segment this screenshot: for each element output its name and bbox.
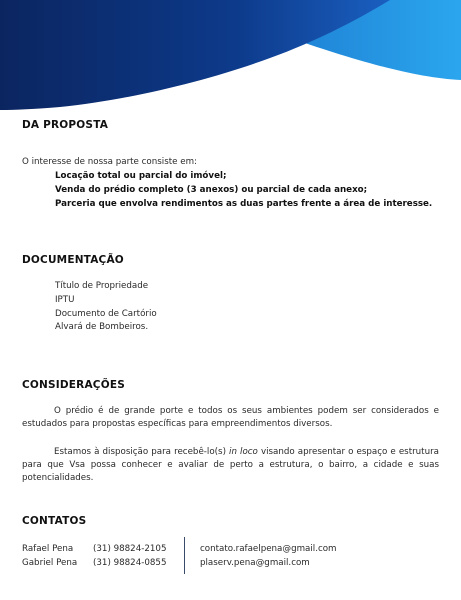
- header-wave-graphic: [0, 0, 461, 115]
- section-title-consideracoes: CONSIDERAÇÕES: [22, 379, 125, 391]
- consideracoes-p1-text: O prédio é de grande porte e todos os seus ambientes podem ser considerados e estudados para propostas específicas para empreendimentos diversos.: [22, 406, 439, 429]
- documentacao-item: Documento de Cartório: [55, 309, 157, 319]
- proposta-intro: O interesse de nossa parte consiste em:: [22, 157, 197, 167]
- contact-email[interactable]: contato.rafaelpena@gmail.com: [200, 544, 337, 554]
- proposta-item: Parceria que envolva rendimentos as duas partes frente a área de interesse.: [55, 199, 433, 209]
- documentacao-item: Título de Propriedade: [55, 281, 149, 291]
- documentacao-item: Alvará de Bombeiros.: [55, 322, 149, 332]
- consideracoes-paragraph-2: [22, 446, 439, 485]
- proposta-item: Locação total ou parcial do imóvel;: [55, 171, 227, 181]
- contact-phone: (31) 98824-2105: [93, 544, 167, 554]
- section-title-contatos: CONTATOS: [22, 515, 87, 527]
- consideracoes-p2-after: visando apresentar o espaço e estrutura para que Vsa possa conhecer e avaliar de perto a estrutura, o bairro, a cidade e suas potencialidades.: [22, 447, 439, 483]
- consideracoes-p2-before: Estamos à disposição para recebê-lo(s): [54, 447, 230, 457]
- contacts-divider: [184, 537, 185, 574]
- consideracoes-paragraph-1: [22, 405, 439, 431]
- contact-name: Gabriel Pena: [22, 558, 78, 568]
- contact-phone: (31) 98824-0855: [93, 558, 167, 568]
- proposta-item: Venda do prédio completo (3 anexos) ou parcial de cada anexo;: [55, 185, 368, 195]
- consideracoes-p2-italic: in loco: [229, 447, 258, 457]
- contact-email[interactable]: plaserv.pena@gmail.com: [200, 558, 310, 568]
- documentacao-item: IPTU: [55, 295, 75, 305]
- section-title-proposta: DA PROPOSTA: [22, 119, 109, 131]
- section-title-documentacao: DOCUMENTAÇÃO: [22, 254, 124, 266]
- contact-name: Rafael Pena: [22, 544, 74, 554]
